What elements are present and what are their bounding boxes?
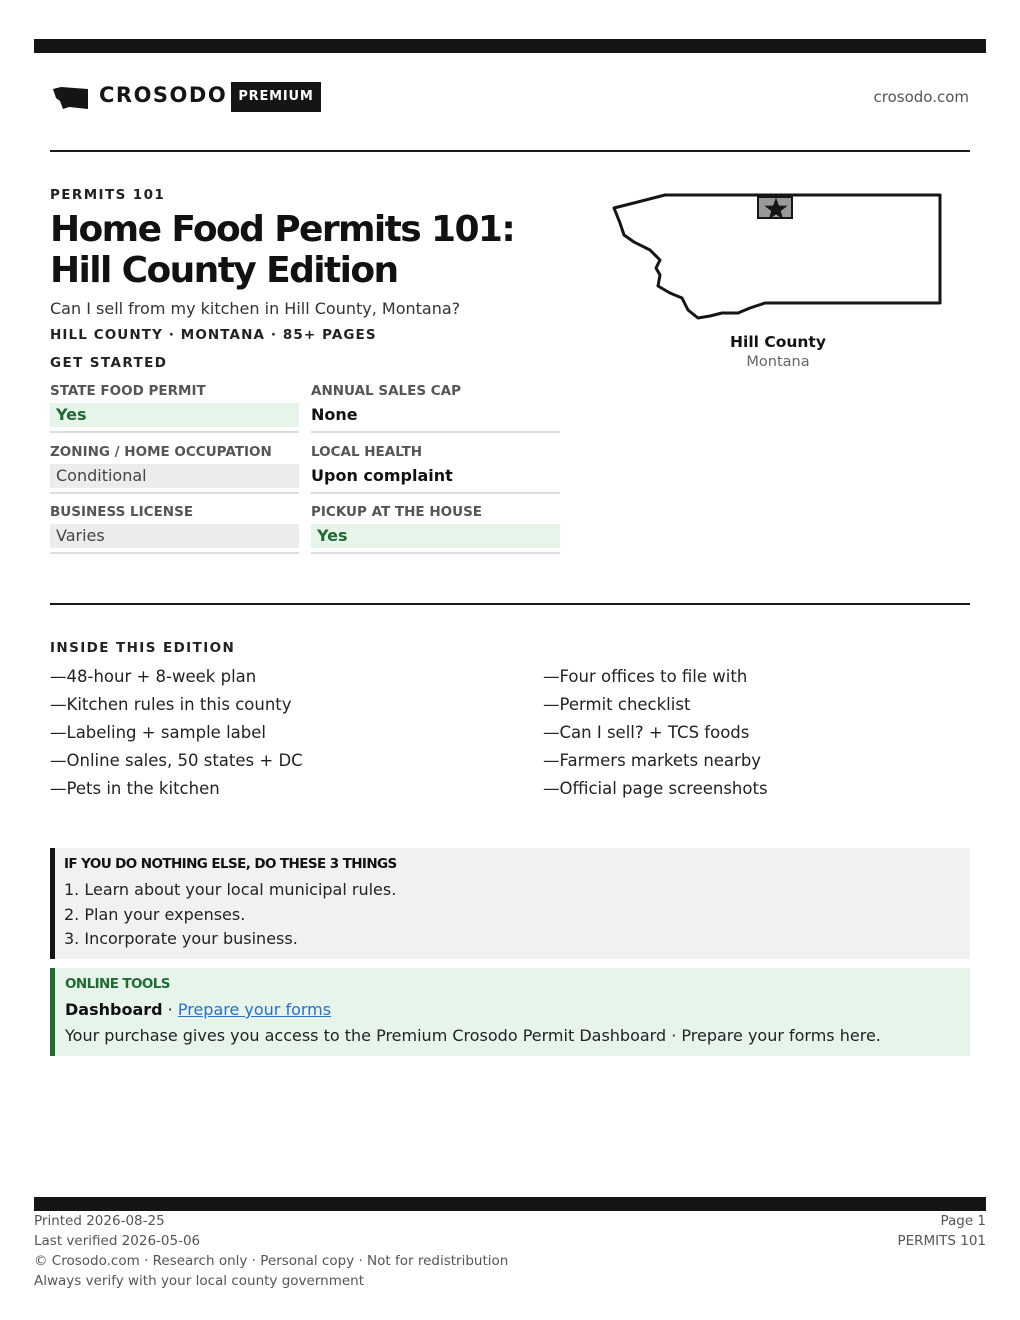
fact-value: Upon complaint xyxy=(311,466,453,485)
fact-divider xyxy=(311,552,560,554)
fact-value: Varies xyxy=(50,524,299,548)
fact-divider xyxy=(50,431,299,433)
three-things-callout xyxy=(50,848,970,959)
toc-item: —Online sales, 50 states + DC xyxy=(50,751,303,770)
brand-name[interactable]: CROSODO xyxy=(99,83,228,107)
prepare-forms-link[interactable]: Prepare your forms xyxy=(177,1000,332,1019)
printed-date: Printed 2026-08-25 xyxy=(34,1213,165,1229)
online-tools-heading: ONLINE TOOLS xyxy=(65,976,170,992)
online-tools-callout xyxy=(50,968,970,1056)
callout-item: 1. Learn about your local municipal rules. xyxy=(64,880,397,899)
fact-annual-sales-cap xyxy=(311,383,560,433)
callout-item: 2. Plan your expenses. xyxy=(64,904,246,924)
state-map xyxy=(610,190,946,325)
map-state-label: Montana xyxy=(746,354,810,370)
separator: · xyxy=(162,1000,178,1019)
callout-item: 3. Incorporate your business. xyxy=(64,929,298,948)
bottom-bar xyxy=(34,1197,986,1211)
fact-value: Yes xyxy=(311,524,560,548)
map-county-label: Hill County xyxy=(730,333,826,351)
footer-section: PERMITS 101 xyxy=(897,1233,986,1249)
toc-item: —48-hour + 8-week plan xyxy=(50,667,257,686)
toc-item: —Kitchen rules in this county xyxy=(50,695,292,714)
header-divider xyxy=(50,150,970,152)
fact-divider xyxy=(50,552,299,554)
online-tools-links xyxy=(65,1000,331,1019)
toc-left xyxy=(50,663,303,803)
dashboard-label[interactable]: Dashboard xyxy=(65,1000,163,1019)
toc-item: —Labeling + sample label xyxy=(50,723,266,742)
page-number: Page 1 xyxy=(940,1213,986,1229)
toc-item: —Permit checklist xyxy=(543,695,691,714)
footer-left xyxy=(34,1211,508,1291)
edition-meta: HILL COUNTY · MONTANA · 85+ PAGES xyxy=(50,327,377,343)
top-bar xyxy=(34,39,986,53)
verify-note: Always verify with your local county government xyxy=(34,1273,364,1289)
section-divider xyxy=(50,603,970,605)
page-title: Home Food Permits 101: Hill County Edition xyxy=(50,209,515,291)
section-kicker: PERMITS 101 xyxy=(50,187,166,203)
fact-label: ANNUAL SALES CAP xyxy=(311,383,462,399)
fact-label: BUSINESS LICENSE xyxy=(50,504,194,520)
montana-shape-icon xyxy=(53,86,89,110)
fact-state-food-permit xyxy=(50,383,299,433)
fact-value: Yes xyxy=(50,403,299,427)
fact-local-health xyxy=(311,444,560,494)
toc-item: —Can I sell? + TCS foods xyxy=(543,723,750,742)
page-subtitle: Can I sell from my kitchen in Hill County, Montana? xyxy=(50,299,461,318)
site-url[interactable]: crosodo.com xyxy=(873,88,969,106)
premium-badge: PREMIUM xyxy=(231,82,321,112)
fact-divider xyxy=(311,492,560,494)
inside-heading: INSIDE THIS EDITION xyxy=(50,640,236,656)
fact-divider xyxy=(50,492,299,494)
verified-date: Last verified 2026-05-06 xyxy=(34,1233,201,1249)
footer-right xyxy=(897,1211,986,1251)
toc-item: —Pets in the kitchen xyxy=(50,779,220,798)
fact-label: ZONING / HOME OCCUPATION xyxy=(50,444,272,460)
copyright: © Crosodo.com · Research only · Personal copy · Not for redistribution xyxy=(34,1253,509,1269)
fact-label: PICKUP AT THE HOUSE xyxy=(311,504,483,520)
callout-heading: IF YOU DO NOTHING ELSE, DO THESE 3 THINGS xyxy=(64,856,397,872)
toc-item: —Four offices to file with xyxy=(543,667,748,686)
fact-divider xyxy=(311,431,560,433)
toc-item: —Farmers markets nearby xyxy=(543,751,762,770)
fact-label: LOCAL HEALTH xyxy=(311,444,423,460)
toc-right xyxy=(543,663,768,803)
get-started-heading: GET STARTED xyxy=(50,355,168,371)
toc-item: —Official page screenshots xyxy=(543,779,768,798)
fact-value: Conditional xyxy=(50,464,299,488)
fact-pickup xyxy=(311,504,560,554)
callout-list xyxy=(64,878,396,952)
fact-zoning xyxy=(50,444,299,494)
fact-value: None xyxy=(311,405,358,424)
fact-label: STATE FOOD PERMIT xyxy=(50,383,206,399)
online-tools-description: Your purchase gives you access to the Premium Crosodo Permit Dashboard · Prepare your forms here. xyxy=(65,1026,881,1045)
fact-business-license xyxy=(50,504,299,554)
